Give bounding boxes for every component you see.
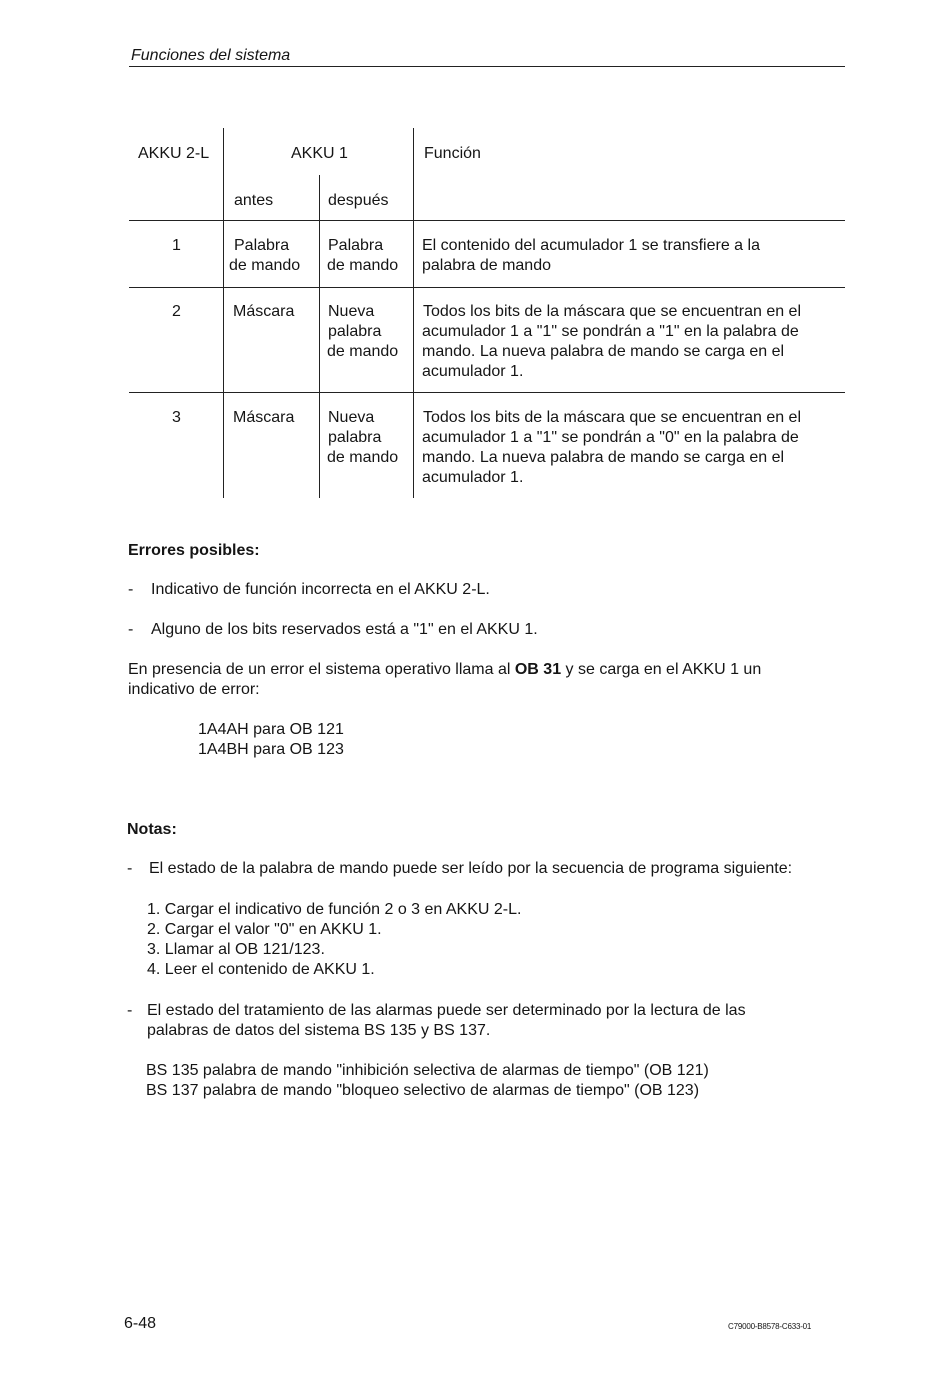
table-cell-despues: palabra: [328, 323, 382, 340]
notas-heading: Notas:: [127, 821, 177, 838]
table-cell-despues: de mando: [327, 343, 399, 360]
table-cell-funcion: acumulador 1.: [422, 363, 524, 380]
table-cell-antes: Palabra: [234, 237, 290, 254]
sub-header-despues: después: [328, 192, 389, 209]
table-cell-antes: Máscara: [233, 409, 295, 426]
table-cell-funcion: El contenido del acumulador 1 se transfiere a la: [422, 237, 760, 254]
nota-item-line2: palabras de datos del sistema BS 135 y BS 137.: [147, 1022, 491, 1039]
bs-line: BS 137 palabra de mando "bloqueo selectivo de alarmas de tiempo" (OB 123): [146, 1082, 700, 1099]
table-cell-antes: Máscara: [233, 303, 295, 320]
page-number: 6-48: [124, 1315, 157, 1332]
bullet-dash: -: [127, 860, 133, 877]
col-header-akku2: AKKU 2-L: [138, 145, 210, 162]
table-cell-antes: de mando: [229, 257, 301, 274]
table-cell-funcion: Todos los bits de la máscara que se encuentran en el: [423, 409, 802, 426]
table-divider-2: [319, 175, 320, 498]
table-row-number: 3: [172, 409, 181, 426]
table-cell-funcion: acumulador 1 a "1" se pondrán a "1" en la palabra de: [422, 323, 799, 340]
nota-item: El estado del tratamiento de las alarmas puede ser determinado por la lectura de las: [147, 1002, 746, 1019]
bullet-dash: -: [127, 1002, 133, 1019]
bullet-dash: -: [128, 581, 134, 598]
error-paragraph-text: y se carga en el AKKU 1 un: [561, 661, 762, 678]
bs-line: BS 135 palabra de mando "inhibición selectiva de alarmas de tiempo" (OB 121): [146, 1062, 709, 1079]
step-item: 2. Cargar el valor "0" en AKKU 1.: [147, 921, 382, 938]
col-header-akku1: AKKU 1: [291, 145, 348, 162]
error-paragraph-line2: indicativo de error:: [128, 681, 260, 698]
errores-heading: Errores posibles:: [128, 542, 260, 559]
table-cell-despues: palabra: [328, 429, 382, 446]
bullet-dash: -: [128, 621, 134, 638]
header-rule: [129, 66, 845, 67]
table-cell-funcion: mando. La nueva palabra de mando se carga en el: [422, 449, 785, 466]
table-cell-funcion: acumulador 1.: [422, 469, 524, 486]
document-code: C79000-B8578-C633-01: [728, 1322, 812, 1331]
sub-header-antes: antes: [234, 192, 274, 209]
table-cell-despues: Nueva: [328, 303, 375, 320]
table-cell-funcion: Todos los bits de la máscara que se encuentran en el: [423, 303, 802, 320]
error-item: Alguno de los bits reservados está a "1" en el AKKU 1.: [151, 621, 538, 638]
table-cell-funcion: acumulador 1 a "1" se pondrán a "0" en la palabra de: [422, 429, 799, 446]
table-header-rule: [129, 220, 845, 221]
table-divider-1: [223, 128, 224, 498]
table-row-number: 2: [172, 303, 181, 320]
step-item: 1. Cargar el indicativo de función 2 o 3 en AKKU 2-L.: [147, 901, 522, 918]
step-item: 3. Llamar al OB 121/123.: [147, 941, 325, 958]
error-paragraph: [128, 660, 761, 680]
table-cell-despues: Palabra: [328, 237, 384, 254]
nota-item: El estado de la palabra de mando puede ser leído por la secuencia de programa siguiente:: [149, 860, 793, 877]
table-row-rule-2: [129, 392, 845, 393]
table-row-number: 1: [172, 237, 181, 254]
step-item: 4. Leer el contenido de AKKU 1.: [147, 961, 375, 978]
section-title: Funciones del sistema: [131, 47, 291, 64]
table-cell-despues: de mando: [327, 449, 399, 466]
table-row-rule-1: [129, 287, 845, 288]
error-paragraph-text: En presencia de un error el sistema operativo llama al: [128, 661, 515, 678]
error-code: 1A4AH para OB 121: [198, 721, 344, 738]
table-cell-despues: Nueva: [328, 409, 375, 426]
ob31-label: OB 31: [514, 661, 562, 678]
table-divider-3: [413, 128, 414, 498]
table-cell-funcion: palabra de mando: [422, 257, 551, 274]
error-code: 1A4BH para OB 123: [198, 741, 344, 758]
table-cell-funcion: mando. La nueva palabra de mando se carga en el: [422, 343, 785, 360]
col-header-funcion: Función: [424, 145, 481, 162]
table-cell-despues: de mando: [327, 257, 399, 274]
error-item: Indicativo de función incorrecta en el AKKU 2-L.: [151, 581, 490, 598]
